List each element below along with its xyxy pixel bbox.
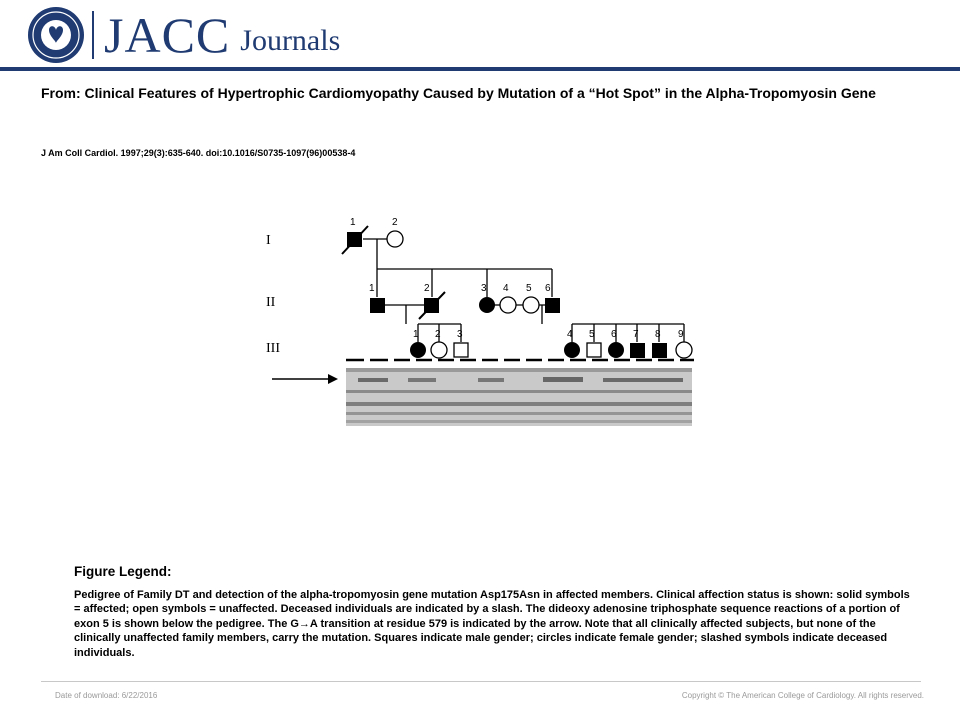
header [0,0,960,68]
pedigree-male-unaffected [454,343,468,357]
pedigree-male-affected [545,298,560,313]
pedigree-number: 1 [413,329,419,340]
pedigree-number: 1 [369,283,375,294]
pedigree-female-affected [564,342,580,358]
pedigree-male-affected [370,298,385,313]
brand-divider [92,11,94,59]
pedigree-number: 7 [633,329,639,340]
download-date: Date of download: 6/22/2016 [55,691,158,700]
pedigree-figure [258,206,698,428]
pedigree-female-affected [410,342,426,358]
pedigree-number: 5 [526,283,532,294]
brand-jacc: JACC [104,7,231,63]
pedigree-female-affected [479,297,495,313]
pedigree-female-unaffected [523,297,539,313]
pedigree-male-affected [630,343,645,358]
generation-label-2: II [266,295,276,310]
article-citation: J Am Coll Cardiol. 1997;29(3):635-640. doi:10.1016/S0735-1097(96)00538-4 [41,148,356,158]
pedigree-number: 6 [545,283,551,294]
pedigree-female-affected [608,342,624,358]
pedigree-female-unaffected [431,342,447,358]
mutation-arrow-icon [272,374,338,384]
pedigree-male-affected [652,343,667,358]
pedigree-number: 6 [611,329,617,340]
pedigree-female-unaffected [500,297,516,313]
generation-label-3: III [266,341,280,356]
brand-journals: Journals [240,24,341,57]
pedigree-number: 8 [655,329,661,340]
deceased-slash [342,226,368,254]
pedigree-number: 2 [392,217,398,228]
figure-legend-heading: Figure Legend: [74,564,172,579]
pedigree-number: 1 [350,217,356,228]
pedigree-number: 5 [589,329,595,340]
pedigree-female-unaffected [387,231,403,247]
pedigree-number: 2 [435,329,441,340]
acc-seal-icon [27,6,85,64]
pedigree-number: 9 [678,329,684,340]
pedigree-number: 2 [424,283,430,294]
pedigree-male-unaffected [587,343,601,357]
pedigree-number: 4 [503,283,509,294]
pedigree-number: 4 [567,329,573,340]
figure-legend-text: Pedigree of Family DT and detection of the alpha-tropomyosin gene mutation Asp175Asn in affected members. Clinical affection status is shown: solid symbols = affected; open symbols = unaffected. Deceased individuals are indicated by a slash. The dideoxy adenosine triphosphate sequence reactions of a portion of exon 5 is shown below the pedigree. The G→A transition at residue 579 is indicated by the arrow. Note that all clinically affected subjects, but none of the clinically unaffected family members, carry the mutation. Squares indicate male gender; circles indicate female gender; slashed symbols indicate deceased individuals. [74,589,910,659]
generation-label-1: I [266,233,271,248]
pedigree-number: 3 [457,329,463,340]
pedigree-number: 3 [481,283,487,294]
copyright-notice: Copyright © The American College of Cardiology. All rights reserved. [681,691,924,700]
brand-logo [92,6,340,64]
article-title: From: Clinical Features of Hypertrophic Cardiomyopathy Caused by Mutation of a “Hot Spot” in the Alpha-Tropomyosin Gene [41,85,876,101]
footer-rule [41,681,921,682]
sequence-gel-image [346,368,692,426]
header-rule [0,67,960,71]
pedigree-female-unaffected [676,342,692,358]
